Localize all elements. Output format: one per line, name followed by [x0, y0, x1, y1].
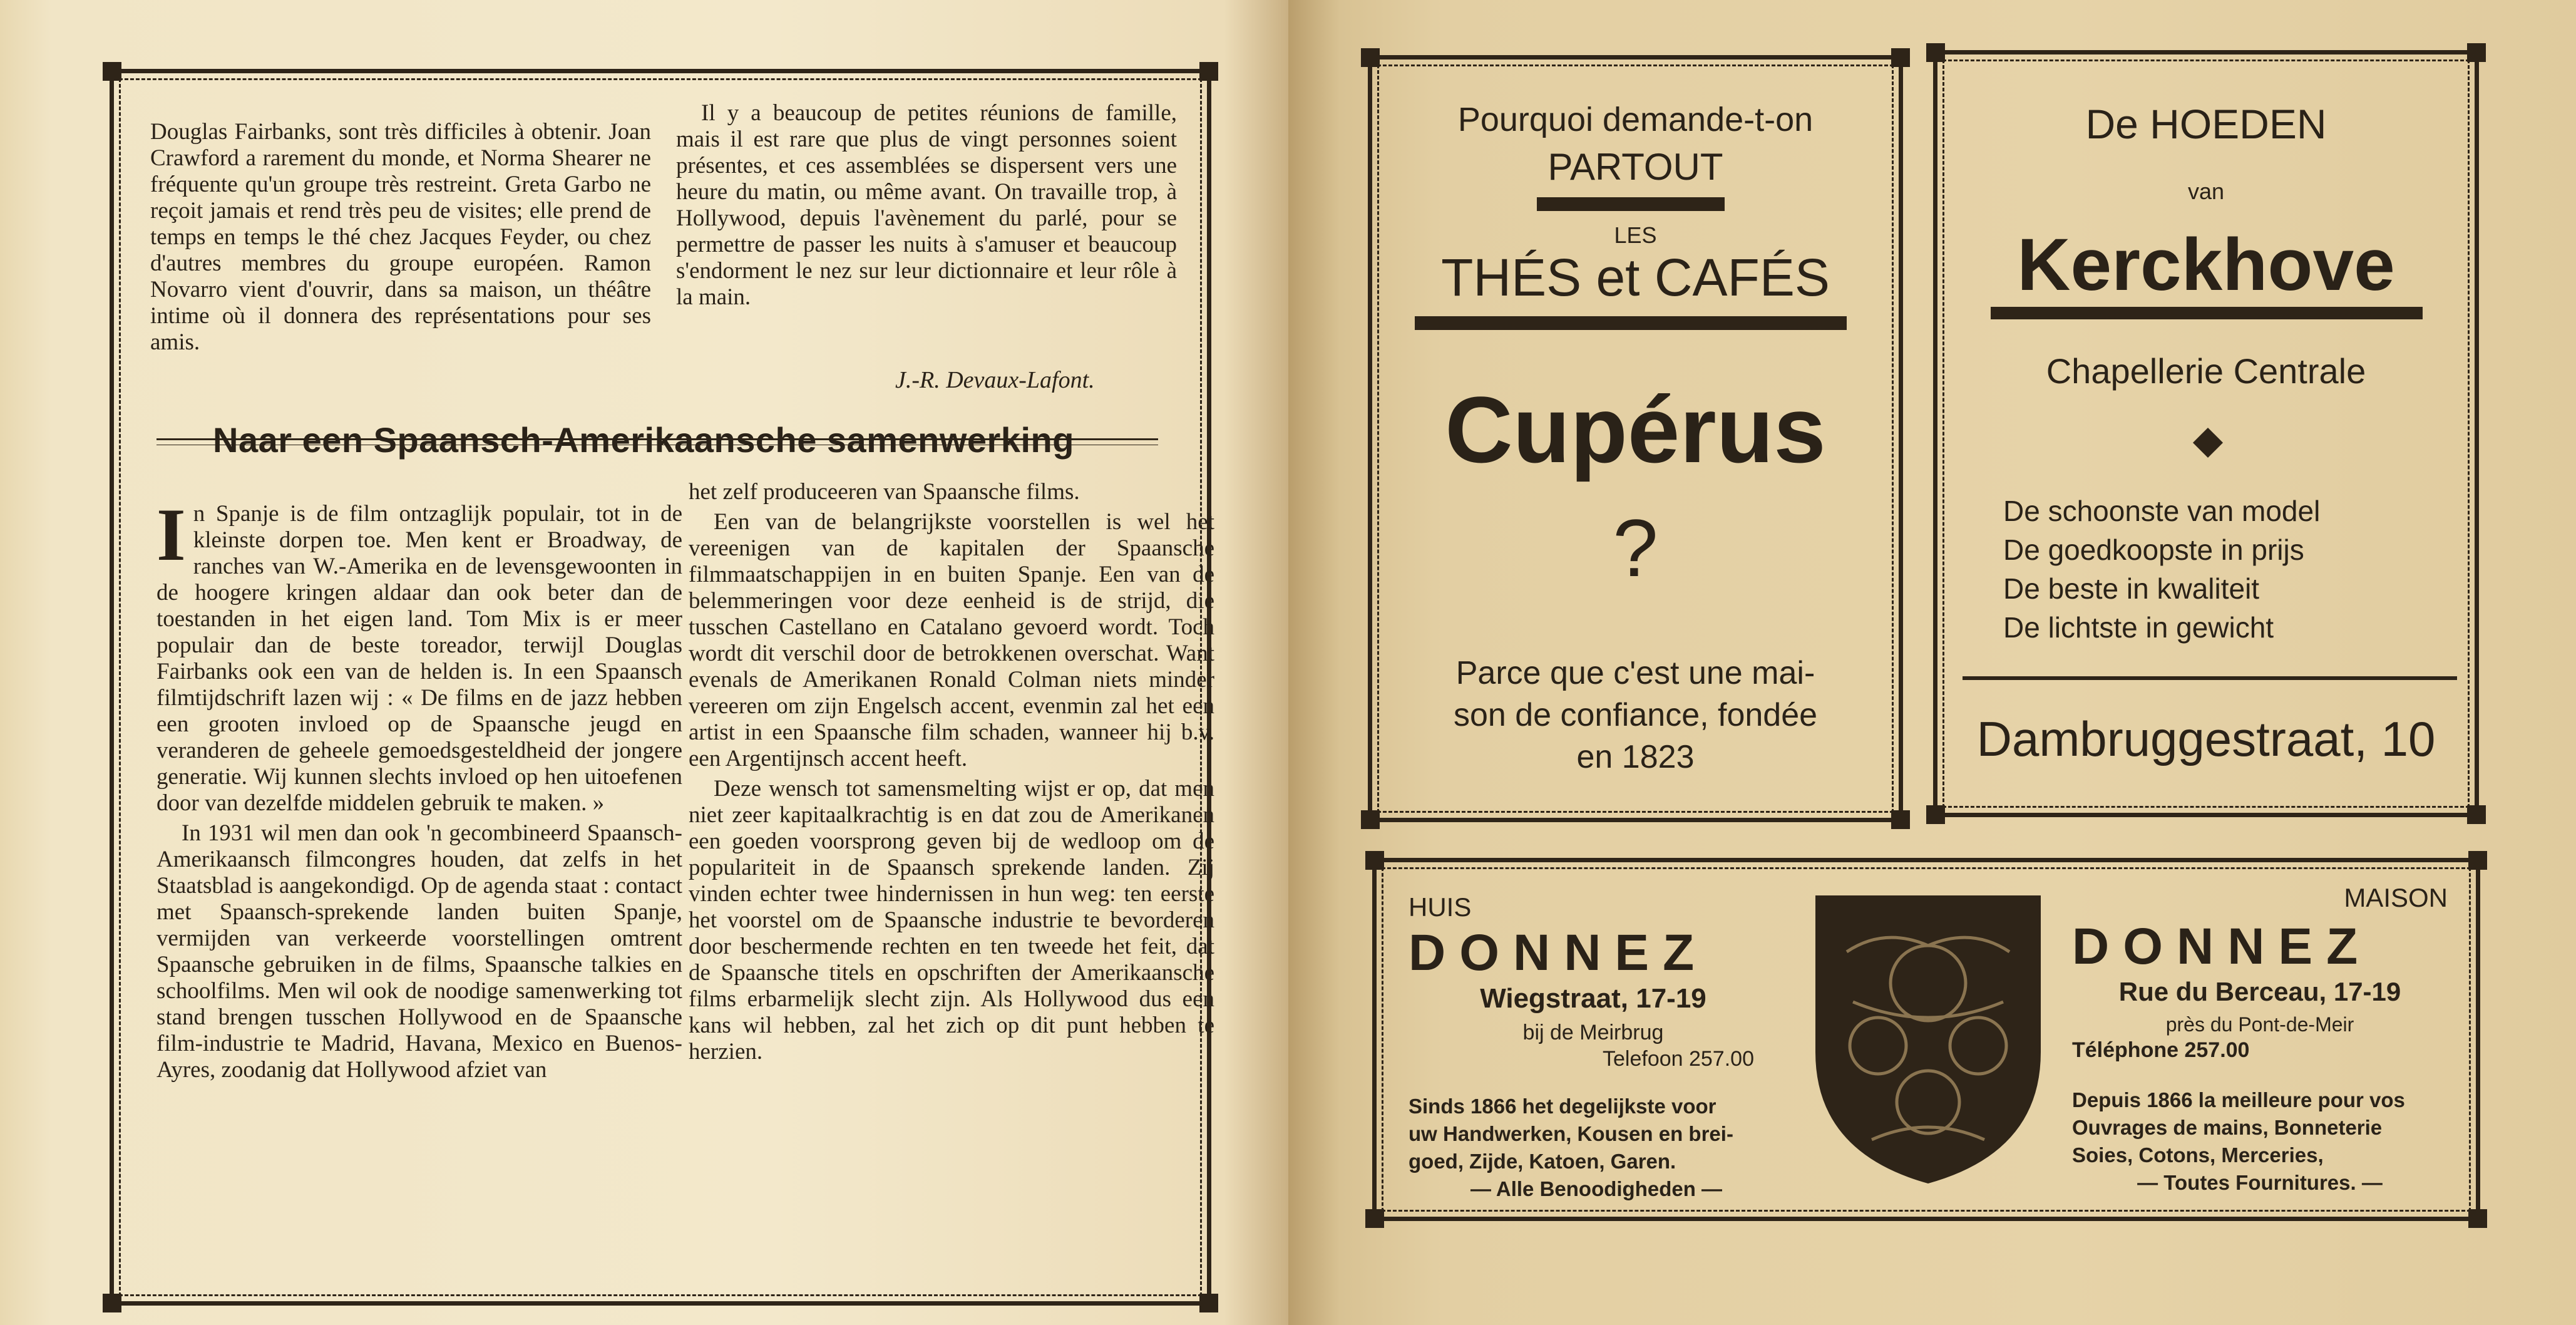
kerckhove-list — [2003, 492, 2320, 647]
top-right-column — [676, 100, 1177, 314]
body-column-left — [157, 493, 682, 1087]
corner-ornament — [103, 62, 121, 81]
corner-ornament — [2468, 851, 2487, 870]
kerckhove-address: Dambruggestraat, 10 — [1976, 711, 2436, 766]
cuperus-answer-line: en 1823 — [1576, 739, 1695, 775]
corner-ornament — [2467, 43, 2486, 62]
kerckhove-list-item: De schoonste van model — [2003, 495, 2321, 527]
cuperus-bar — [1537, 197, 1725, 211]
lace-shield-illustration — [1809, 889, 2047, 1190]
top-left-column — [150, 119, 651, 359]
body-paragraph: In 1931 wil men dan ook 'n gecombineerd Spaansch-Amerikaansch filmcongres houden, dat zelfs in het Staatsblad is aangekondigd. Op de agenda staat : contact met Spaansch-sprekende landen buiten Spanje, vermijden van verkeerde voorstellingen omtrent Spaansche gebruiken in de films, Spaansche talkies en schoolfilms. Men wil ook de noodige samenwerking tot stand brengen tusschen Hollywood en de Spaansche film-industrie te Madrid, Havana, Mexico en Buenos-Ayres, zoodanig dat Hollywood afziet van — [157, 820, 682, 1083]
kerckhove-bar — [1991, 307, 2423, 319]
donnez-right-street: Rue du Berceau, 17-19 — [2118, 977, 2401, 1006]
kerckhove-list-item: De lichtste in gewicht — [2003, 611, 2274, 644]
corner-ornament — [2467, 805, 2486, 824]
donnez-left-phone: Telefoon 257.00 — [1603, 1047, 1754, 1071]
body-paragraph: het zelf produceeren van Spaansche films. — [689, 479, 1080, 505]
cuperus-question-mark: ? — [1613, 502, 1658, 594]
donnez-maison-label: MAISON — [2344, 883, 2448, 912]
donnez-right-phone: Téléphone 257.00 — [2072, 1038, 2250, 1062]
corner-ornament — [1926, 43, 1945, 62]
top-right-paragraph: Il y a beaucoup de petites réunions de famille, mais il est rare que plus de vingt personnes soient présentes, et ces assemblées se dispersent vers une heure du matin, ou même avant. On travaille trop, à Hollywood, depuis l'avènement du parlé, pour se permettre de passer les nuits à s'amuser et beaucoup s'endorment le nez sur leur dictionnaire et leur rôle à la main. — [676, 100, 1177, 310]
kerckhove-divider — [1963, 676, 2457, 680]
donnez-left-desc-line: — Alle Benoodigheden — — [1470, 1177, 1723, 1200]
corner-ornament — [1926, 805, 1945, 824]
cuperus-answer-line: son de confiance, fondée — [1453, 697, 1818, 733]
donnez-left-desc-line: uw Handwerken, Kousen en brei- — [1409, 1122, 1733, 1145]
cuperus-brand: Cupérus — [1445, 377, 1826, 482]
corner-ornament — [1361, 48, 1380, 67]
kerckhove-list-item: De beste in kwaliteit — [2003, 572, 2260, 605]
corner-ornament — [1891, 48, 1910, 67]
cuperus-question-line: Pourquoi demande-t-on — [1457, 101, 1814, 138]
corner-ornament — [1891, 810, 1910, 829]
kerckhove-van: van — [2187, 178, 2225, 204]
cuperus-les: LES — [1614, 222, 1657, 248]
corner-ornament — [2468, 1209, 2487, 1228]
donnez-right-desc-line: — Toutes Fournitures. — — [2137, 1171, 2383, 1194]
kerckhove-hoeden: De HOEDEN — [2085, 101, 2327, 147]
kerckhove-subtitle: Chapellerie Centrale — [2046, 351, 2366, 391]
donnez-left-desc-line: goed, Zijde, Katoen, Garen. — [1409, 1150, 1676, 1173]
donnez-left-description — [1409, 1093, 1784, 1203]
donnez-left-near: bij de Meirbrug — [1522, 1021, 1664, 1044]
corner-ornament — [1365, 851, 1384, 870]
donnez-left-desc-line: Sinds 1866 het degelijkste voor — [1409, 1095, 1716, 1118]
cuperus-answer-line: Parce que c'est une mai- — [1455, 655, 1815, 691]
body-paragraph: Een van de belangrijkste voorstellen is wel het vereenigen van de kapitalen der Spaansche filmmaatschappijen in en buiten Spanje. Een van de belemmeringen voor deze eenheid is de strijd, die tusschen Castellano en Catalano gevoerd wordt. Toch wordt dit verschil door de betrokkenen overschat. Want evenals de Amerikanen Ronald Colman niets minder vereeren om zijn Engelsch accent, evenmin zal het een artist in een Spaansche film schaden, wanneer hij b.v. een Argentijnsch accent heeft. — [689, 509, 1214, 771]
cuperus-bar — [1415, 316, 1847, 330]
donnez-right-desc-line: Ouvrages de mains, Bonneterie — [2072, 1116, 2383, 1139]
cuperus-thes-cafes: THÉS et CAFÉS — [1441, 248, 1830, 307]
donnez-right-near: près du Pont-de-Meir — [2165, 1013, 2354, 1036]
corner-ornament — [1199, 1294, 1218, 1312]
author-signature: J.-R. Devaux-Lafont. — [895, 367, 1095, 393]
donnez-right-description — [2072, 1086, 2448, 1197]
donnez-left-name: DONNEZ — [1409, 924, 1708, 981]
corner-ornament — [1361, 810, 1380, 829]
article-headline: Naar een Spaansch-Amerikaansche samenwerking — [213, 420, 1074, 460]
kerckhove-list-item: De goedkoopste in prijs — [2003, 534, 2304, 566]
donnez-left-street: Wiegstraat, 17-19 — [1480, 983, 1706, 1014]
top-left-paragraph: Douglas Fairbanks, sont très difficiles à obtenir. Joan Crawford a rarement du monde, et Norma Shearer ne fréquente qu'un groupe très restreint. Greta Garbo ne reçoit jamais et rend très peu de visites; elle prend de temps en temps le thé chez Jacques Feyder, ou chez d'autres membres du groupe européen. Ramon Novarro vient d'ouvrir, dans sa maison, un théâtre intime où il donnera des représentations pour ses amis. — [150, 119, 651, 355]
cuperus-partout: PARTOUT — [1547, 146, 1723, 188]
donnez-right-desc-line: Depuis 1866 la meilleure pour vos — [2072, 1088, 2405, 1111]
body-paragraph: In Spanje is de film ontzaglijk populair, tot in de kleinste dorpen toe. Men kent er Broadway, de ranches van W.-Amerika en de levensgewoonten in de hoogere kringen aldaar dan ook beter dan de toestanden in het eigen land. Tom Mix is er meer populair dan de beste toreador, terwijl Douglas Fairbanks ook een van de helden is. In een Spaansch filmtijdschrift lazen wij : « De films en de jazz hebben een grooten invloed op de Spaansche jeugd en veranderen de geheele gemoedsgesteldheid der jongere generatie. Wij kunnen slechts invloed op hen uitoefenen door van dezelfde middelen gebruik te maken. » — [157, 493, 682, 816]
corner-ornament — [1365, 1209, 1384, 1228]
donnez-huis-label: HUIS — [1409, 892, 1472, 922]
drop-cap: I — [157, 493, 186, 576]
corner-ornament — [1199, 62, 1218, 81]
donnez-right-name: DONNEZ — [2072, 918, 2372, 975]
corner-ornament — [103, 1294, 121, 1312]
body-column-right — [689, 479, 1214, 1069]
donnez-right-desc-line: Soies, Cotons, Merceries, — [2072, 1143, 2324, 1167]
body-paragraph: Deze wensch tot samensmelting wijst er op, dat men niet zeer kapitaalkrachtig is en dat zou de Amerikanen een goeden voorsprong geven bij de wedloop om de populariteit in de Spaansch sprekende landen. Zij vinden echter twee hindernissen in hun weg: ten eerste het voorstel om de Spaansche industrie te bevorderen door beschermende rechten en ten tweede het feit, dat de Spaansche titels en opschriften der Amerikaansche films erbarmelijk slecht zijn. Als Hollywood dus een kans wil hebben, zal het zich op dit punt hebben te herzien. — [689, 776, 1214, 1065]
kerckhove-brand: Kerckhove — [2017, 224, 2395, 306]
